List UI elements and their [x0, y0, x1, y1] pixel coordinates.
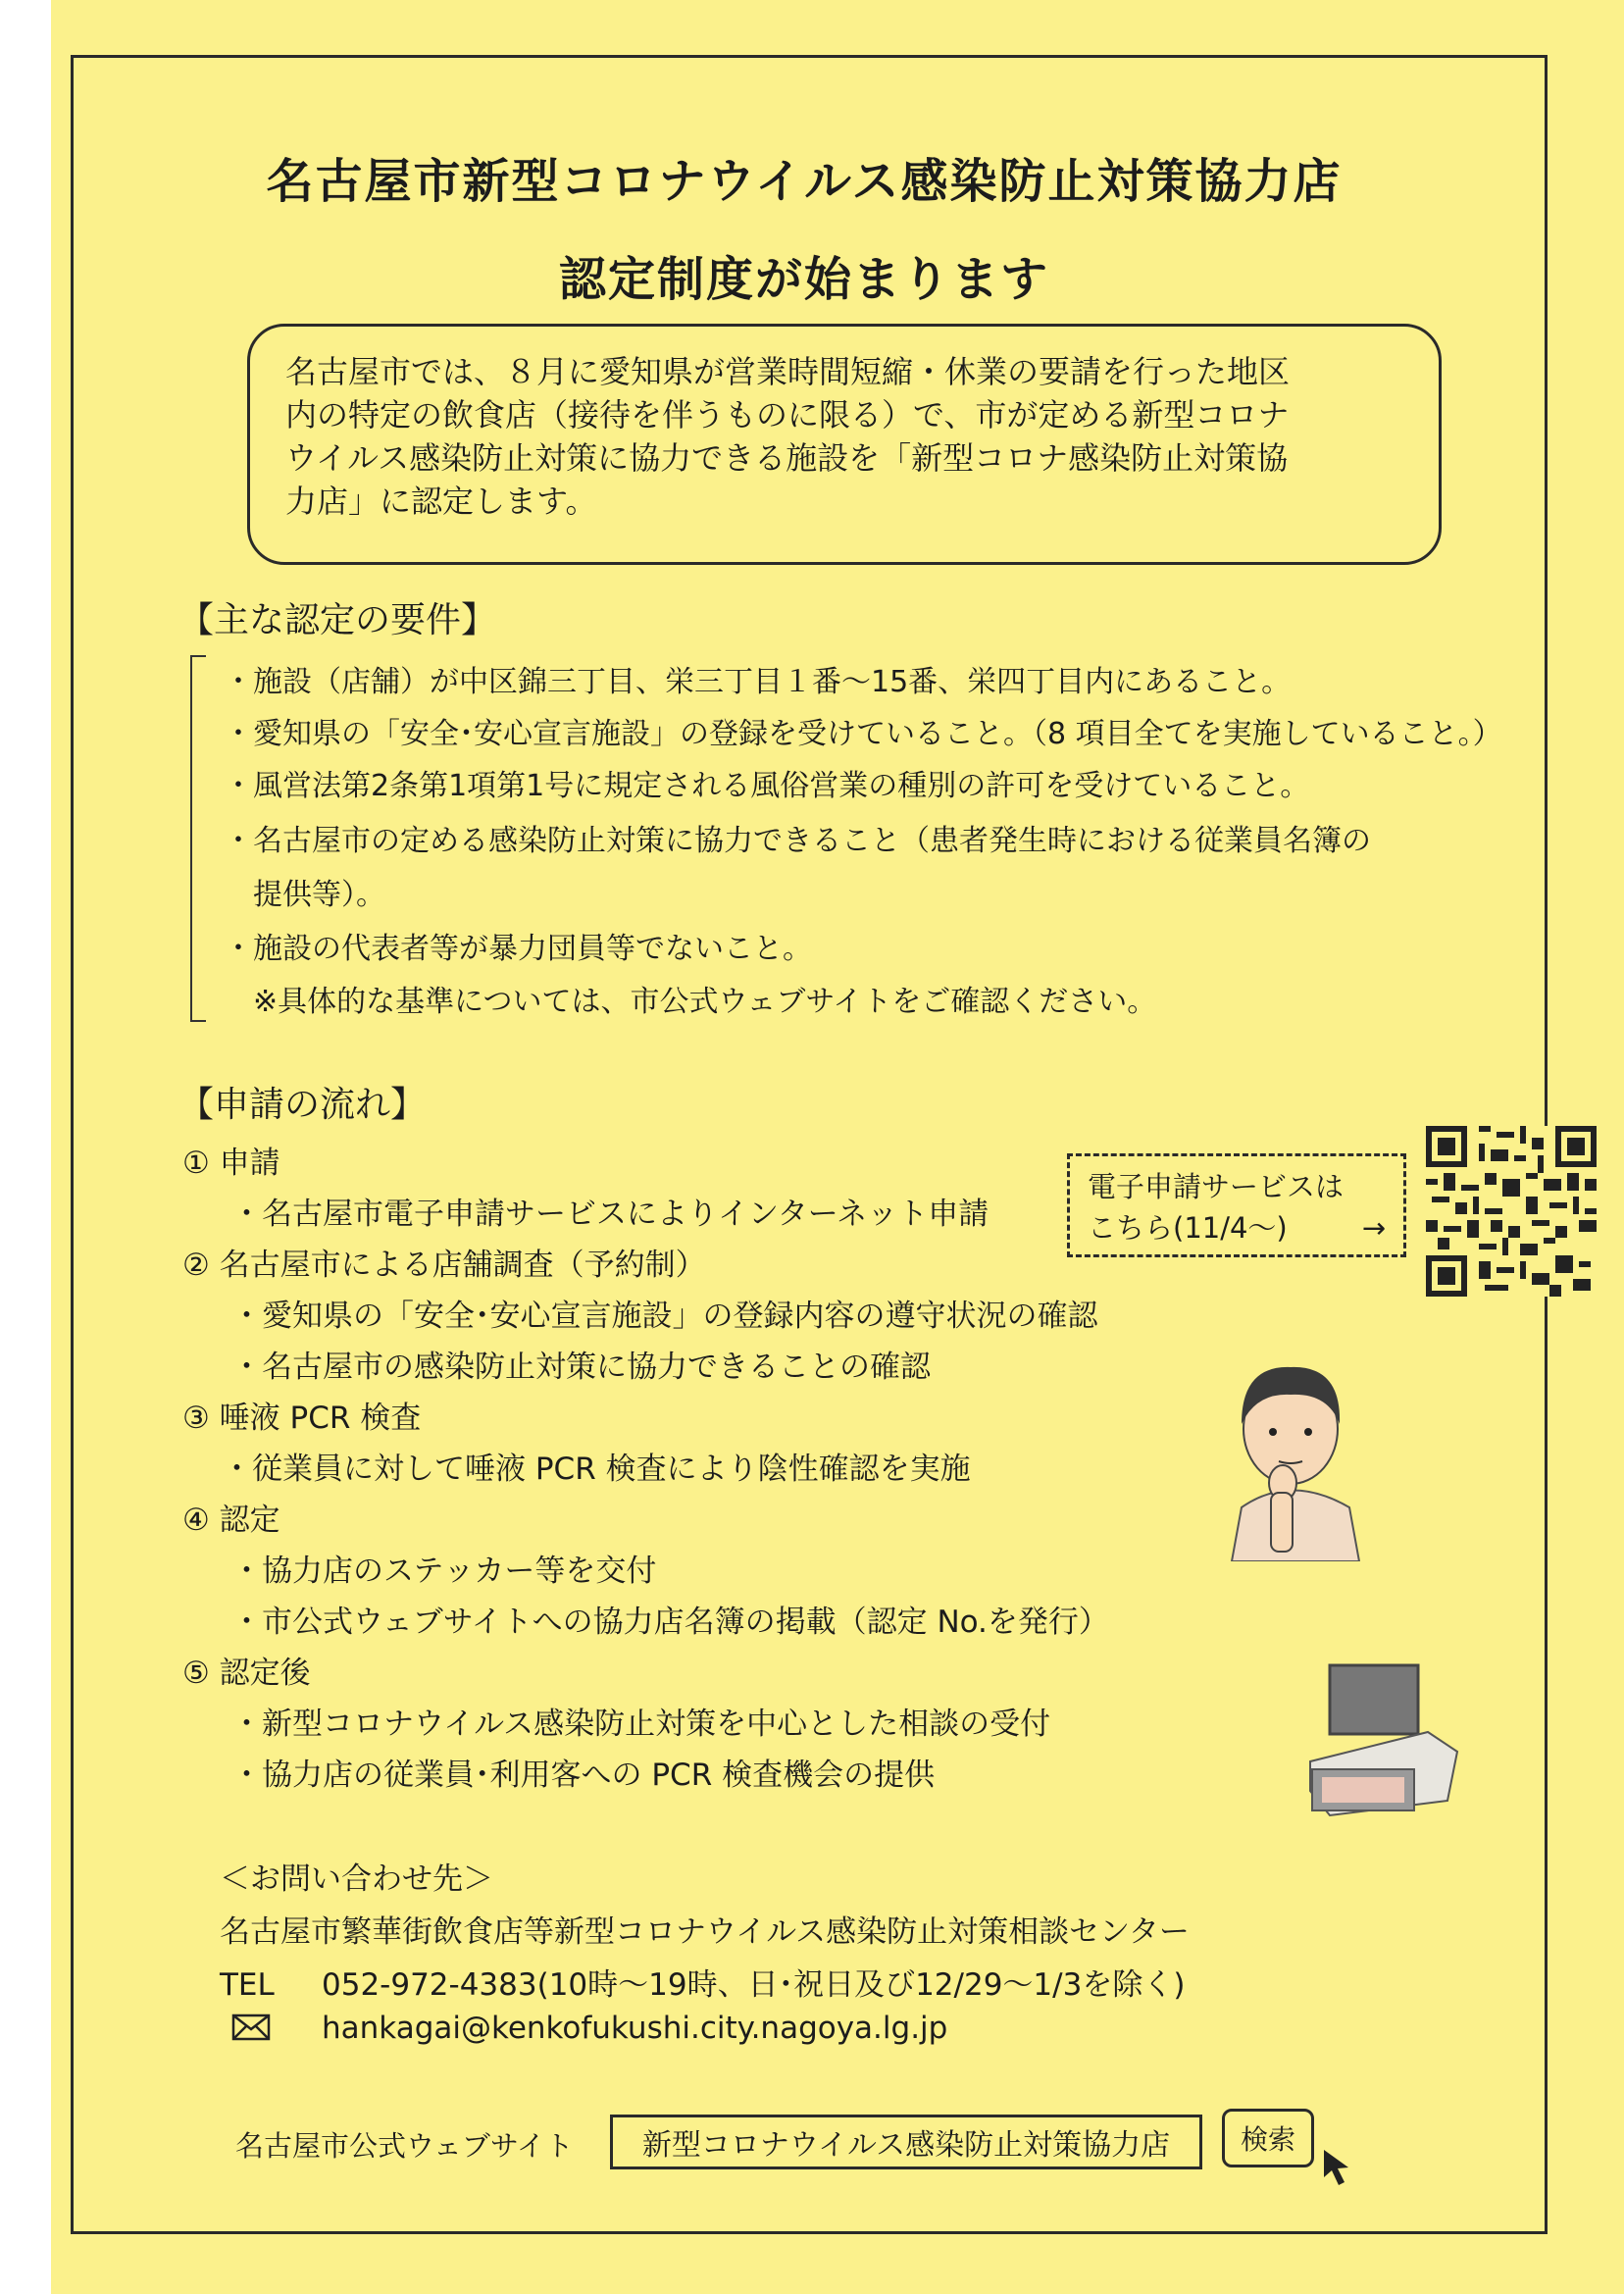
e-application-label: 電子申請サービスは [1088, 1170, 1345, 1203]
search-keyword-field[interactable]: 新型コロナウイルス感染防止対策協力店 [610, 2115, 1202, 2169]
requirements-heading: 【主な認定の要件】 [178, 600, 497, 640]
intro-line: 内の特定の飲食店（接待を伴うものに限る）で、市が定める新型コロナ [285, 396, 1290, 433]
e-application-date: こちら(11/4～) [1088, 1211, 1288, 1245]
intro-line: 力店」に認定します。 [285, 483, 597, 520]
intro-line: ウイルス感染防止対策に協力できる施設を「新型コロナ感染防止対策協 [285, 439, 1289, 477]
flow-step-5: ⑤ 認定後 [182, 1656, 311, 1691]
requirement-item: ・施設の代表者等が暴力団員等でないこと。 [224, 932, 812, 966]
requirement-item: ・風営法第2条第1項第1号に規定される風俗営業の種別の許可を受けていること。 [224, 769, 1310, 803]
flow-step-4: ④ 認定 [182, 1503, 280, 1538]
flow-step-5-sub: ・協力店の従業員･利用客への PCR 検査機会の提供 [231, 1758, 936, 1793]
requirement-item: ・名古屋市の定める感染防止対策に協力できること（患者発生時における従業員名簿の [224, 824, 1371, 858]
intro-box [247, 324, 1442, 565]
man-thinking-illustration [1212, 1336, 1369, 1561]
flow-step-3-sub: ・従業員に対して唾液 PCR 検査により陰性確認を実施 [222, 1452, 971, 1487]
intro-line: 名古屋市では、８月に愛知県が営業時間短縮・休業の要請を行った地区 [285, 353, 1291, 390]
requirements-bracket [190, 655, 206, 1022]
flow-heading: 【申請の流れ】 [178, 1085, 427, 1125]
flow-step-4-sub: ・協力店のステッカー等を交付 [231, 1554, 657, 1589]
flow-step-5-sub: ・新型コロナウイルス感染防止対策を中心とした相談の受付 [231, 1707, 1051, 1742]
e-application-date-row [1088, 1207, 1386, 1249]
site-label: 名古屋市公式ウェブサイト [235, 2129, 574, 2163]
requirement-item: ・愛知県の「安全･安心宣言施設」の登録を受けていること。（8 項目全てを実施していること。） [224, 717, 1502, 751]
cursor-icon [1320, 2148, 1359, 2191]
tel-number[interactable]: 052-972-4383(10時～19時、日･祝日及び12/29～1/3を除く) [322, 1967, 1186, 2003]
qr-code[interactable] [1426, 1126, 1597, 1297]
contact-tel-row [220, 1960, 1185, 2004]
title-line-1: 名古屋市新型コロナウイルス感染防止対策協力店 [266, 154, 1343, 209]
flow-step-3: ③ 唾液 PCR 検査 [182, 1401, 422, 1436]
flow-step-1: ① 申請 [182, 1146, 280, 1181]
contact-org: 名古屋市繁華街飲食店等新型コロナウイルス感染防止対策相談センター [220, 1914, 1190, 1950]
tel-label: TEL [220, 1967, 275, 2003]
arrow-right-icon: → [1361, 1211, 1386, 1245]
requirement-note: ※具体的な基準については、市公式ウェブサイトをご確認ください。 [224, 985, 1157, 1019]
flow-step-1-sub: ・名古屋市電子申請サービスによりインターネット申請 [231, 1197, 990, 1232]
contact-heading: ＜お問い合わせ先＞ [220, 1861, 493, 1897]
flow-step-2-sub: ・愛知県の「安全･安心宣言施設」の登録内容の遵守状況の確認 [231, 1299, 1098, 1334]
requirement-item: ・施設（店舗）が中区錦三丁目、栄三丁目１番～15番、栄四丁目内にあること。 [224, 665, 1292, 699]
flow-step-2: ② 名古屋市による店舗調査（予約制） [182, 1248, 706, 1283]
mail-icon [231, 2013, 271, 2042]
search-button[interactable]: 検索 [1222, 2109, 1314, 2167]
e-application-callout[interactable] [1067, 1153, 1406, 1257]
pcr-kit-illustration [1300, 1654, 1467, 1820]
contact-email[interactable]: hankagai@kenkofukushi.city.nagoya.lg.jp [322, 2011, 948, 2046]
flow-step-4-sub: ・市公式ウェブサイトへの協力店名簿の掲載（認定 No.を発行） [231, 1605, 1109, 1640]
requirement-item: 提供等）。 [224, 878, 385, 912]
title-line-2: 認定制度が始まります [558, 252, 1049, 307]
flow-step-2-sub: ・名古屋市の感染防止対策に協力できることの確認 [231, 1350, 931, 1385]
